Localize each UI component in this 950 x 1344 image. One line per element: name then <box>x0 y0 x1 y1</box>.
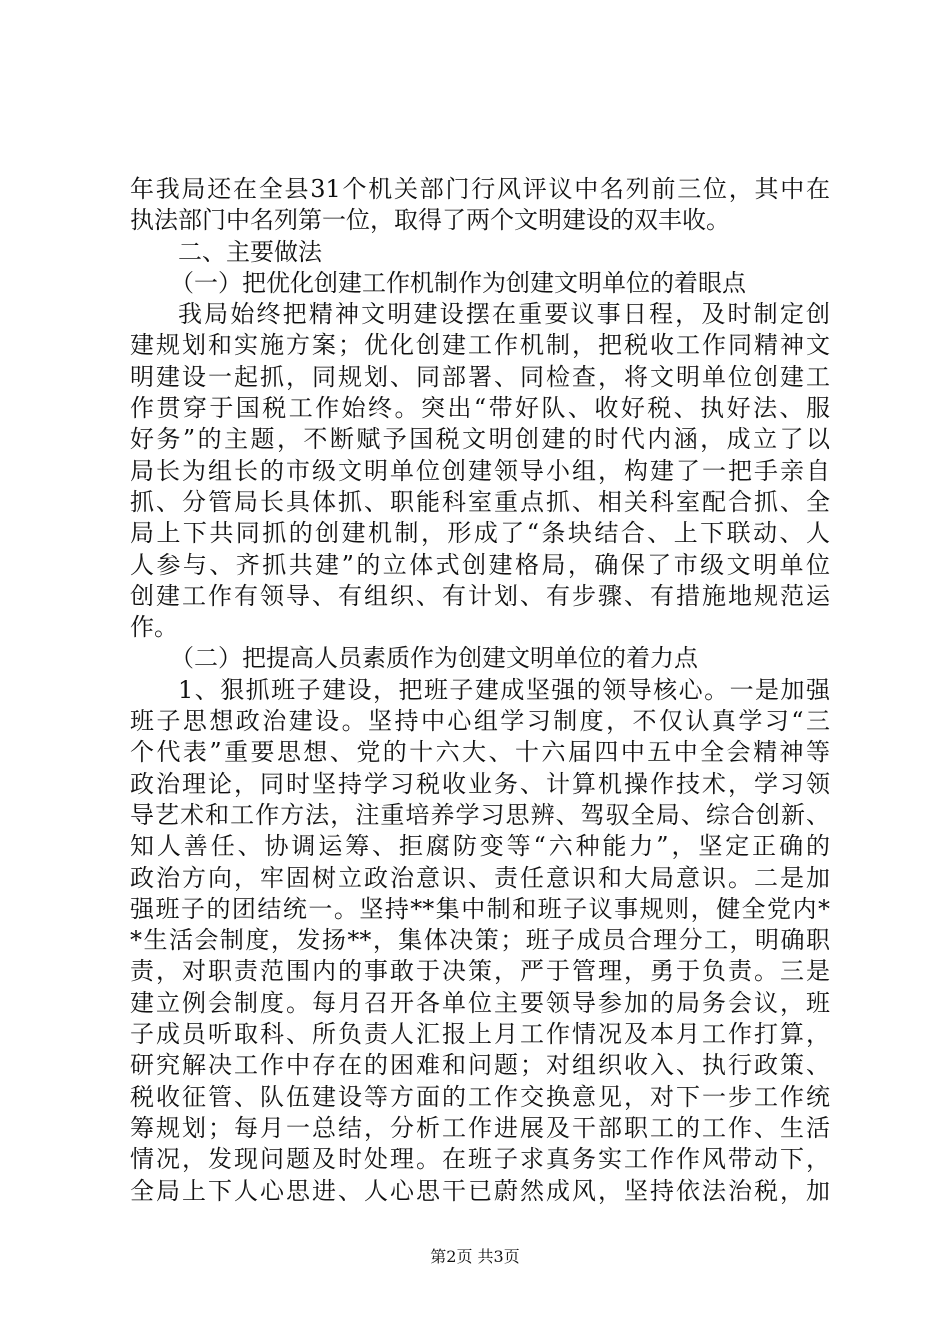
text-line: 政治方向，牢固树立政治意识、责任意识和大局意识。二是加 <box>130 863 830 892</box>
text-line: 局上下共同抓的创建机制，形成了“条块结合、上下联动、人 <box>130 519 830 548</box>
text-line: 好务”的主题，不断赋予国税文明创建的时代内涵，成立了以 <box>130 425 830 454</box>
text-line: 个代表”重要思想、党的十六大、十六届四中五中全会精神等 <box>130 738 830 767</box>
text-line: 建规划和实施方案；优化创建工作机制，把税收工作同精神文 <box>130 331 830 360</box>
text-line: 我局始终把精神文明建设摆在重要议事日程，及时制定创 <box>178 300 830 329</box>
text-line: 执法部门中名列第一位，取得了两个文明建设的双丰收。 <box>130 206 730 235</box>
text-line: 作。 <box>130 613 178 642</box>
text-line: 强班子的团结统一。坚持**集中制和班子议事规则，健全党内* <box>130 894 830 923</box>
text-line: 政治理论，同时坚持学习税收业务、计算机操作技术，学习领 <box>130 769 830 798</box>
text-line: 创建工作有领导、有组织、有计划、有步骤、有措施地规范运 <box>130 581 830 610</box>
text-line: 筹规划；每月一总结，分析工作进展及干部职工的工作、生活 <box>130 1113 830 1142</box>
text-line: 局长为组长的市级文明单位创建领导小组，构建了一把手亲自 <box>130 456 830 485</box>
text-line: 全局上下人心思进、人心思干已蔚然成风，坚持依法治税，加 <box>130 1176 830 1205</box>
section-heading: 二、主要做法 <box>178 237 322 266</box>
text-line: 抓、分管局长具体抓、职能科室重点抓、相关科室配合抓、全 <box>130 487 830 516</box>
text-line: 情况，发现问题及时处理。在班子求真务实工作作风带动下， <box>130 1145 830 1174</box>
page-footer: 第2页 共3页 <box>430 1247 520 1266</box>
text-line: 子成员听取科、所负责人汇报上月工作情况及本月工作打算， <box>130 1020 830 1049</box>
text-line: 明建设一起抓，同规划、同部署、同检查，将文明单位创建工 <box>130 362 830 391</box>
text-line: *生活会制度，发扬**，集体决策；班子成员合理分工，明确职 <box>130 926 830 955</box>
text-line: 税收征管、队伍建设等方面的工作交换意见，对下一步工作统 <box>130 1082 830 1111</box>
section-heading: （二）把提高人员素质作为创建文明单位的着力点 <box>170 644 698 673</box>
text-line: 研究解决工作中存在的困难和问题；对组织收入、执行政策、 <box>130 1051 830 1080</box>
text-line: 班子思想政治建设。坚持中心组学习制度，不仅认真学习“三 <box>130 707 830 736</box>
text-line: 1、狠抓班子建设，把班子建成坚强的领导核心。一是加强 <box>178 675 830 704</box>
text-line: 人参与、齐抓共建”的立体式创建格局，确保了市级文明单位 <box>130 550 830 579</box>
text-line: 导艺术和工作方法，注重培养学习思辨、驾驭全局、综合创新、 <box>130 800 830 829</box>
text-line: 知人善任、协调运筹、拒腐防变等“六种能力”，坚定正确的 <box>130 832 830 861</box>
section-heading: （一）把优化创建工作机制作为创建文明单位的着眼点 <box>170 268 746 297</box>
document-body <box>130 174 830 1207</box>
text-line: 年我局还在全县31个机关部门行风评议中名列前三位，其中在 <box>130 175 830 203</box>
text-line: 作贯穿于国税工作始终。突出“带好队、收好税、执好法、服 <box>130 394 830 423</box>
text-line: 建立例会制度。每月召开各单位主要领导参加的局务会议，班 <box>130 988 830 1017</box>
text-line: 责，对职责范围内的事敢于决策，严于管理，勇于负责。三是 <box>130 957 830 986</box>
